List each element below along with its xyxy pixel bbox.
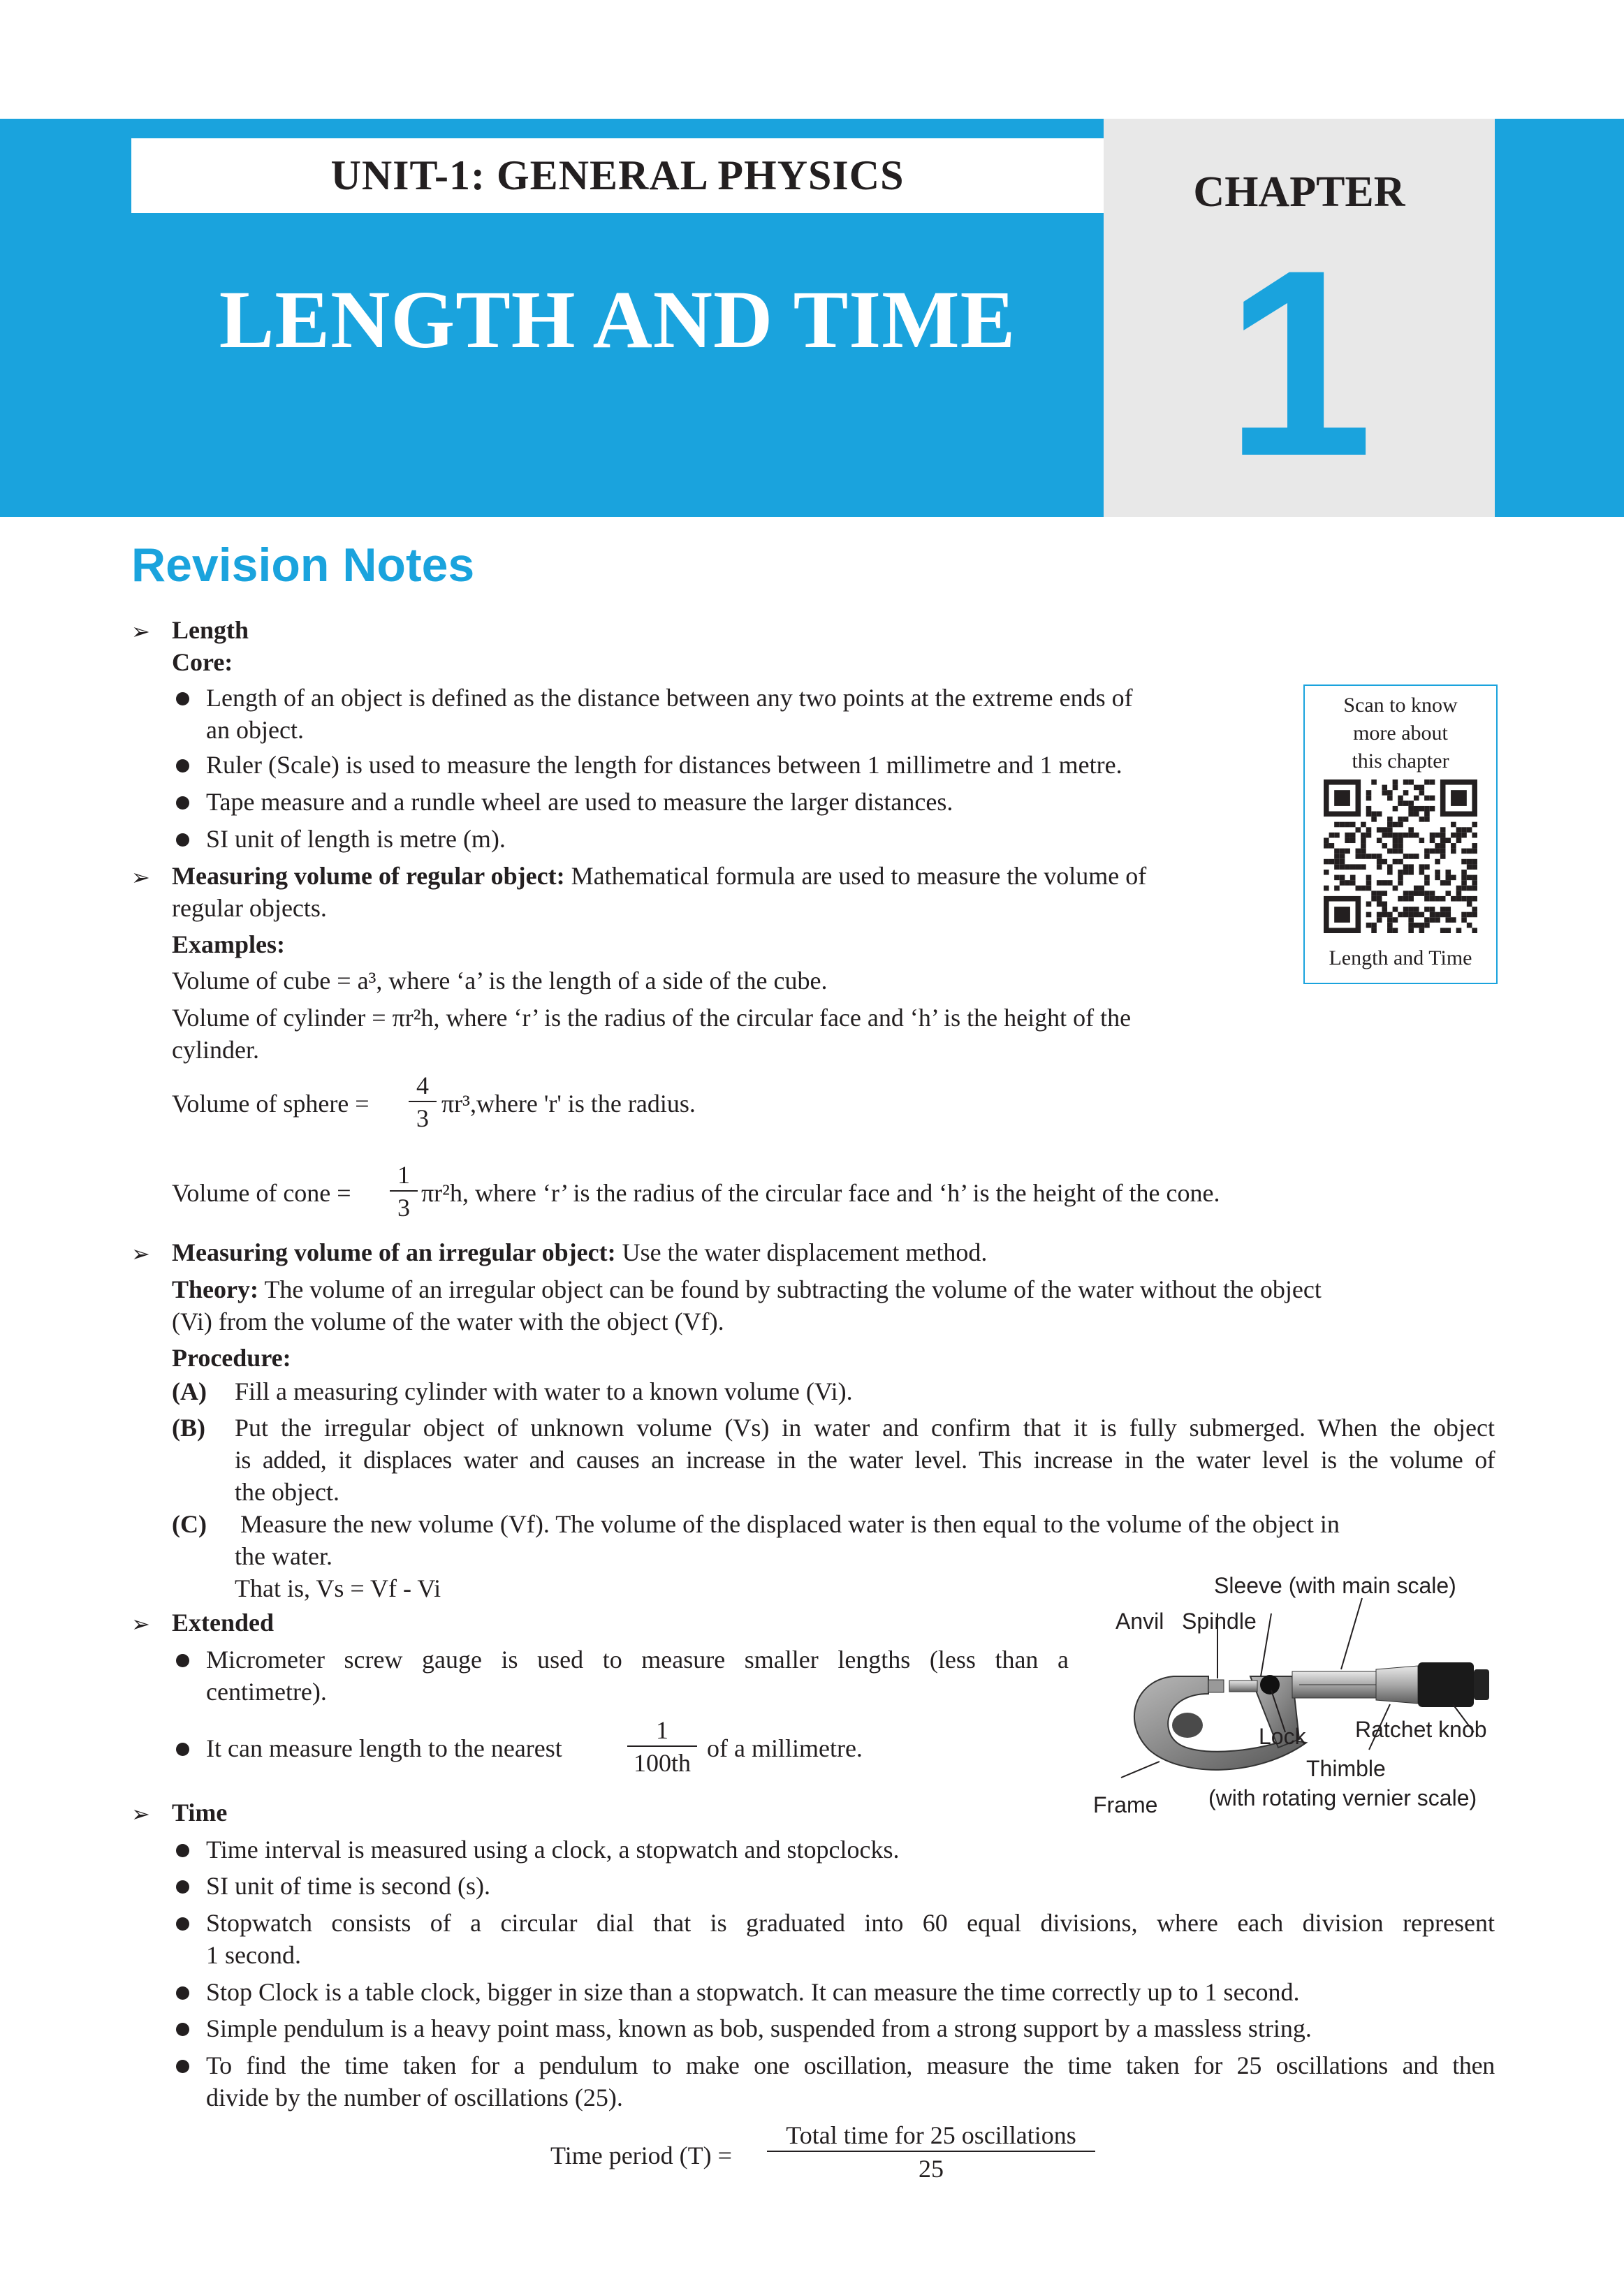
core-label: Core: <box>172 648 233 676</box>
chapter-panel <box>1104 119 1495 517</box>
time-bullet-4: Stop Clock is a table clock, bigger in size than a stopwatch. It can measure the time correctly up to 1 second. <box>206 1978 1300 2006</box>
time-period-fraction: Total time for 25 oscillations 25 <box>767 2120 1095 2186</box>
regular-line-2: regular objects. <box>172 894 327 922</box>
step-a-label: (A) <box>172 1377 207 1405</box>
sphere-fraction: $\frac{4}{3}$ <box>409 1070 437 1134</box>
length-bullet-3: Tape measure and a rundle wheel are used to measure the larger distances. <box>206 788 953 816</box>
time-bullet-3-cont: 1 second. <box>206 1941 301 1969</box>
label-thimble: Thimble <box>1306 1756 1386 1781</box>
step-b-text-1: Put the irregular object of unknown volume (Vs) in water and confirm that it is fully submerged. When the object <box>235 1414 1495 1442</box>
extended-heading: Extended <box>172 1609 275 1637</box>
time-bullet-3: Stopwatch consists of a circular dial that is graduated into 60 equal divisions, where each division represent <box>206 1909 1495 1937</box>
arrow-bullet-icon: ➢ <box>131 1241 150 1266</box>
unit-title: UNIT-1: GENERAL PHYSICS <box>330 152 905 198</box>
step-c-text-1: Measure the new volume (Vf). The volume of the displaced water is then equal to the volume of the object in <box>240 1510 1340 1538</box>
chapter-number: 1 <box>1225 214 1373 511</box>
irregular-heading: Measuring volume of an irregular object: Use the water displacement method. <box>172 1238 988 1266</box>
step-c-text-2: the water. <box>235 1542 332 1570</box>
chapter-title: LENGTH AND TIME <box>219 274 1016 365</box>
time-bullet-5: Simple pendulum is a heavy point mass, known as bob, suspended from a strong support by a massless string. <box>206 2014 1312 2042</box>
qr-code-icon[interactable] <box>1324 779 1477 933</box>
length-bullet-4: SI unit of length is metre (m). <box>206 825 506 853</box>
bullet-icon <box>176 1743 189 1756</box>
volume-cylinder: Volume of cylinder = πr²h, where ‘r’ is the radius of the circular face and ‘h’ is the height of the <box>172 1004 1132 1032</box>
length-bullet-2: Ruler (Scale) is used to measure the length for distances between 1 millimetre and 1 metre. <box>206 751 1122 779</box>
volume-cone-label: Volume of cone = <box>172 1179 351 1207</box>
extended-bullet-1-cont: centimetre). <box>206 1678 327 1706</box>
bullet-icon <box>176 759 189 773</box>
volume-sphere-rest: πr³,where 'r' is the radius. <box>441 1090 696 1118</box>
time-period-label: Time period (T) = <box>550 2142 732 2169</box>
bullet-icon <box>176 1844 189 1857</box>
time-bullet-1: Time interval is measured using a clock, a stopwatch and stopclocks. <box>206 1836 900 1864</box>
label-lock: Lock <box>1259 1724 1306 1749</box>
qr-panel <box>1303 685 1498 984</box>
time-bullet-2: SI unit of time is second (s). <box>206 1872 490 1900</box>
qr-caption-bottom: Length and Time <box>1329 946 1472 969</box>
volume-cone-rest: πr²h, where ‘r’ is the radius of the circular face and ‘h’ is the height of the cone. <box>421 1179 1220 1207</box>
length-bullet-1-cont: an object. <box>206 716 304 744</box>
arrow-bullet-icon: ➢ <box>131 1801 150 1827</box>
arrow-bullet-icon: ➢ <box>131 619 150 644</box>
step-c-label: (C) <box>172 1510 207 1538</box>
step-b-text-3: the object. <box>235 1478 339 1506</box>
step-c-text-3: That is, Vs = Vf - Vi <box>235 1574 441 1602</box>
qr-caption-1: Scan to know <box>1343 694 1458 717</box>
bullet-icon <box>176 833 189 847</box>
cone-fraction: $\frac{1}{3}$ <box>390 1159 418 1224</box>
extended-bullet-2: It can measure length to the nearest <box>206 1734 562 1762</box>
time-heading: Time <box>172 1799 228 1827</box>
label-spindle: Spindle <box>1182 1609 1257 1634</box>
theory-line-2: (Vi) from the volume of the water with the object (Vf). <box>172 1308 724 1335</box>
time-bullet-6: To find the time taken for a pendulum to make one oscillation, measure the time taken for 25 oscillations and then <box>206 2051 1495 2079</box>
qr-caption-2: more about <box>1353 722 1448 745</box>
extended-bullet-1: Micrometer screw gauge is used to measure smaller lengths (less than a <box>206 1646 1069 1674</box>
label-frame: Frame <box>1093 1792 1158 1817</box>
extended-bullet-2-rest: of a millimetre. <box>707 1734 863 1762</box>
volume-cylinder-cont: cylinder. <box>172 1036 259 1064</box>
volume-sphere-label: Volume of sphere = <box>172 1090 370 1118</box>
qr-caption-3: this chapter <box>1352 749 1449 773</box>
unit-box <box>131 138 1104 213</box>
examples-label: Examples: <box>172 930 285 958</box>
section-title: Revision Notes <box>131 539 475 592</box>
label-sleeve: Sleeve (with main scale) <box>1214 1573 1456 1598</box>
label-anvil: Anvil <box>1115 1609 1164 1634</box>
arrow-bullet-icon: ➢ <box>131 865 150 890</box>
volume-cube: Volume of cube = a³, where ‘a’ is the length of a side of the cube. <box>172 967 828 995</box>
bullet-icon <box>176 1880 189 1894</box>
bullet-icon <box>176 796 189 810</box>
hundredth-fraction: $\frac{1}{100th}$ <box>627 1715 697 1779</box>
step-b-label: (B) <box>172 1414 205 1442</box>
step-a-text: Fill a measuring cylinder with water to a known volume (Vi). <box>235 1377 853 1405</box>
bullet-icon <box>176 1986 189 2000</box>
label-thimble-sub: (with rotating vernier scale) <box>1208 1785 1477 1810</box>
procedure-label: Procedure: <box>172 1344 291 1372</box>
bullet-icon <box>176 1654 189 1667</box>
step-b-text-2: is added, it displaces water and causes an increase in the water level. This increase in the water level is the volume of <box>235 1446 1495 1474</box>
time-bullet-6-cont: divide by the number of oscillations (25). <box>206 2084 623 2111</box>
bullet-icon <box>176 2060 189 2073</box>
length-bullet-1: Length of an object is defined as the distance between any two points at the extreme ends of <box>206 684 1133 712</box>
length-heading: Length <box>172 616 249 644</box>
chapter-label: CHAPTER <box>1193 168 1405 216</box>
bullet-icon <box>176 1917 189 1931</box>
regular-line-1: Measuring volume of regular object: Mathematical formula are used to measure the volume of <box>172 862 1147 890</box>
bullet-icon <box>176 2023 189 2036</box>
bullet-icon <box>176 692 189 705</box>
arrow-bullet-icon: ➢ <box>131 1611 150 1637</box>
theory-line-1: Theory: The volume of an irregular object can be found by subtracting the volume of the water without the object <box>172 1275 1322 1303</box>
label-ratchet-knob: Ratchet knob <box>1355 1717 1487 1742</box>
